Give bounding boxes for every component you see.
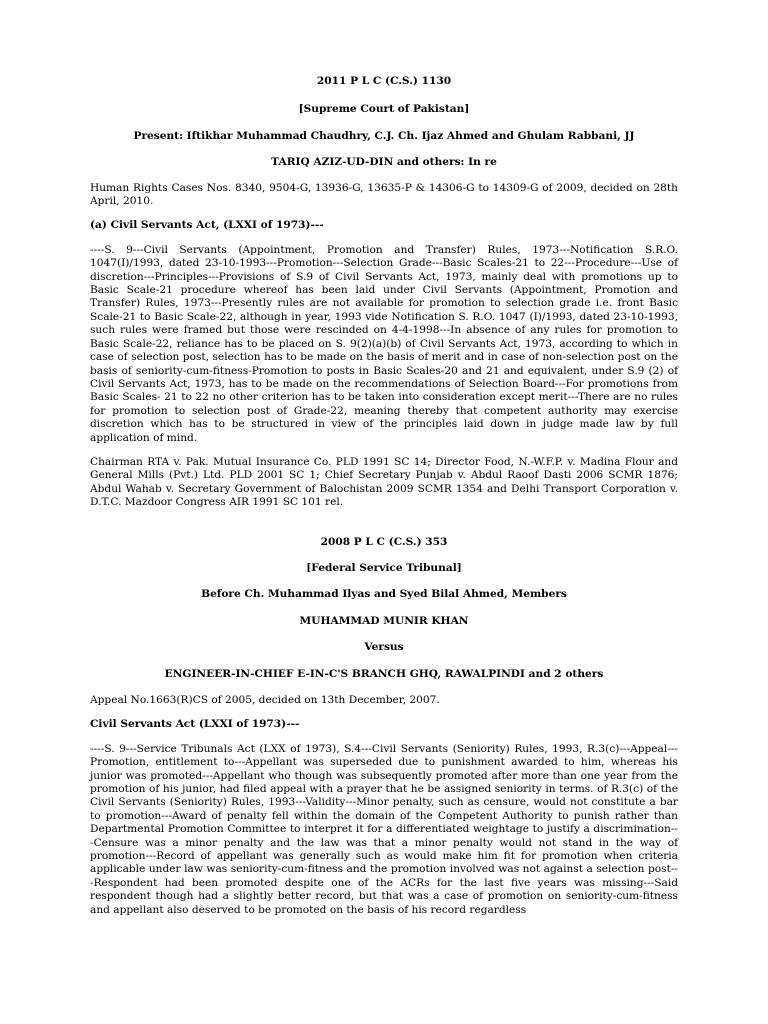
case2-headnote: ----S. 9---Service Tribunals Act (LXX of 1973), S.4---Civil Servants (Seniority) Rules, 1993, R.3(c)---Appeal---Promotion, entitlement to---Appellant was superseded due to punishment awarded to him, whereas his junior was promoted---Appellant who though was subsequently promoted after more than one year from the promotion of his junior, had filed appeal with a prayer that he be assigned seniority in terms. of R.3(c) of the Civil Servants (Seniority) Rules, 1993---Validity---Minor penalty, such as censure, would not constitute a bar to promotion---Award of penalty fell within the domain of the Competent Authority to punish rather than Departmental Promotion Committee to interpret it for a differentiated weightage to justify a discrimination---Censure was a minor penalty and the law was that a minor penalty would not stand in the way of promotion---Record of appellant was generally such as would make him fit for promotion when criteria applicable under law was seniority-cum-fitness and the promotion involved was not against a selection post---Respondent had been promoted despite one of the ACRs for the last five years was missing---Said respondent though had a slightly better record, but that was a case of promotion on seniority-cum-fitness and appellant also deserved to be promoted on the basis of his record regardless (90, 742, 678, 916)
case2-versus: Versus (364, 641, 404, 654)
case1-headnote: ----S. 9---Civil Servants (Appointment, Promotion and Transfer) Rules, 1973---Notification S.R.O. 1047(I)/1993, dated 23-10-1993---Promotion---Selection Grade---Basic Scales-21 to 22---Procedure---Use of discretion---Principles---Provisions of S.9 of Civil Servants Act, 1973, mainly deal with promotions up to Basic Scale-21 procedure whereof has been laid under Civil Servants (Appointment, Promotion and Transfer) Rules, 1973---Presently rules are not available for promotion to selection grade i.e. front Basic Scale-21 to Basic Scale-22, although in year, 1993 vide Notification S. R.O. 1047 (I)/1993, dated 23-10-1993, such rules were framed but those were rescinded on 4-4-1998---In absence of any rules for promotion to Basic Scale-22, reliance has to be placed on S. 9(2)(a)(b) of Civil Servants Act, 1973, according to which in case of selection post, selection has to be made on the basis of merit and in case of non-selection post on the basis of seniority-cum-fitness-Promotion to posts in Basic Scales-20 and 21 and equivalent, under S.9 (2) of Civil Servants Act, 1973, has to be made on the recommendations of Selection Board---For promotions from Basic Scales- 21 to 22 no other criterion has to be taken into consideration except merit---There are no rules for promotion to selection post of Grade-22, meaning thereby that competent authority may exercise discretion which has to be structured in view of the principles laid down in judge made law by full application of mind. (90, 243, 678, 444)
case1-court: [Supreme Court of Pakistan] (298, 103, 470, 116)
case1-references: Chairman RTA v. Pak. Mutual Insurance Co. PLD 1991 SC 14; Director Food, N.-W.F.P. v. Madina Flour and General Mills (Pvt.) Ltd. PLD 2001 SC 1; Chief Secretary Punjab v. Abdul Raoof Dasti 2006 SCMR 1876; Abdul Wahab v. Secretary Government of Balochistan 2009 SCMR 1354 and Delhi Transport Corporation v. D.T.C. Mazdoor Congress AIR 1991 SC 101 rel. (90, 455, 678, 509)
case1-case-info: Human Rights Cases Nos. 8340, 9504-G, 13936-G, 13635-P & 14306-G to 14309-G of 2009, decided on 28th April, 2010. (90, 181, 678, 208)
case2-citation: 2008 P L C (C.S.) 353 (320, 535, 448, 548)
case2-party2: ENGINEER-IN-CHIEF E-IN-C'S BRANCH GHQ, RAWALPINDI and 2 others (164, 667, 604, 680)
case2-party1: MUHAMMAD MUNIR KHAN (299, 614, 469, 627)
case2-statute-heading: Civil Servants Act (LXXI of 1973)--- (90, 718, 300, 731)
case1-parties: TARIQ AZIZ-UD-DIN and others: In re (271, 156, 497, 169)
case2-bench: Before Ch. Muhammad Ilyas and Syed Bilal Ahmed, Members (201, 588, 567, 601)
case2-court: [Federal Service Tribunal] (306, 561, 462, 574)
case1-bench: Present: Iftikhar Muhammad Chaudhry, C.J. Ch. Ijaz Ahmed and Ghulam Rabbani, JJ (133, 129, 635, 142)
case2-case-info: Appeal No.1663(R)CS of 2005, decided on 13th December, 2007. (90, 694, 440, 706)
document-body (90, 75, 678, 917)
case1-statute-heading: (a) Civil Servants Act, (LXXI of 1973)--- (90, 219, 324, 232)
case1-citation: 2011 P L C (C.S.) 1130 (316, 75, 452, 87)
